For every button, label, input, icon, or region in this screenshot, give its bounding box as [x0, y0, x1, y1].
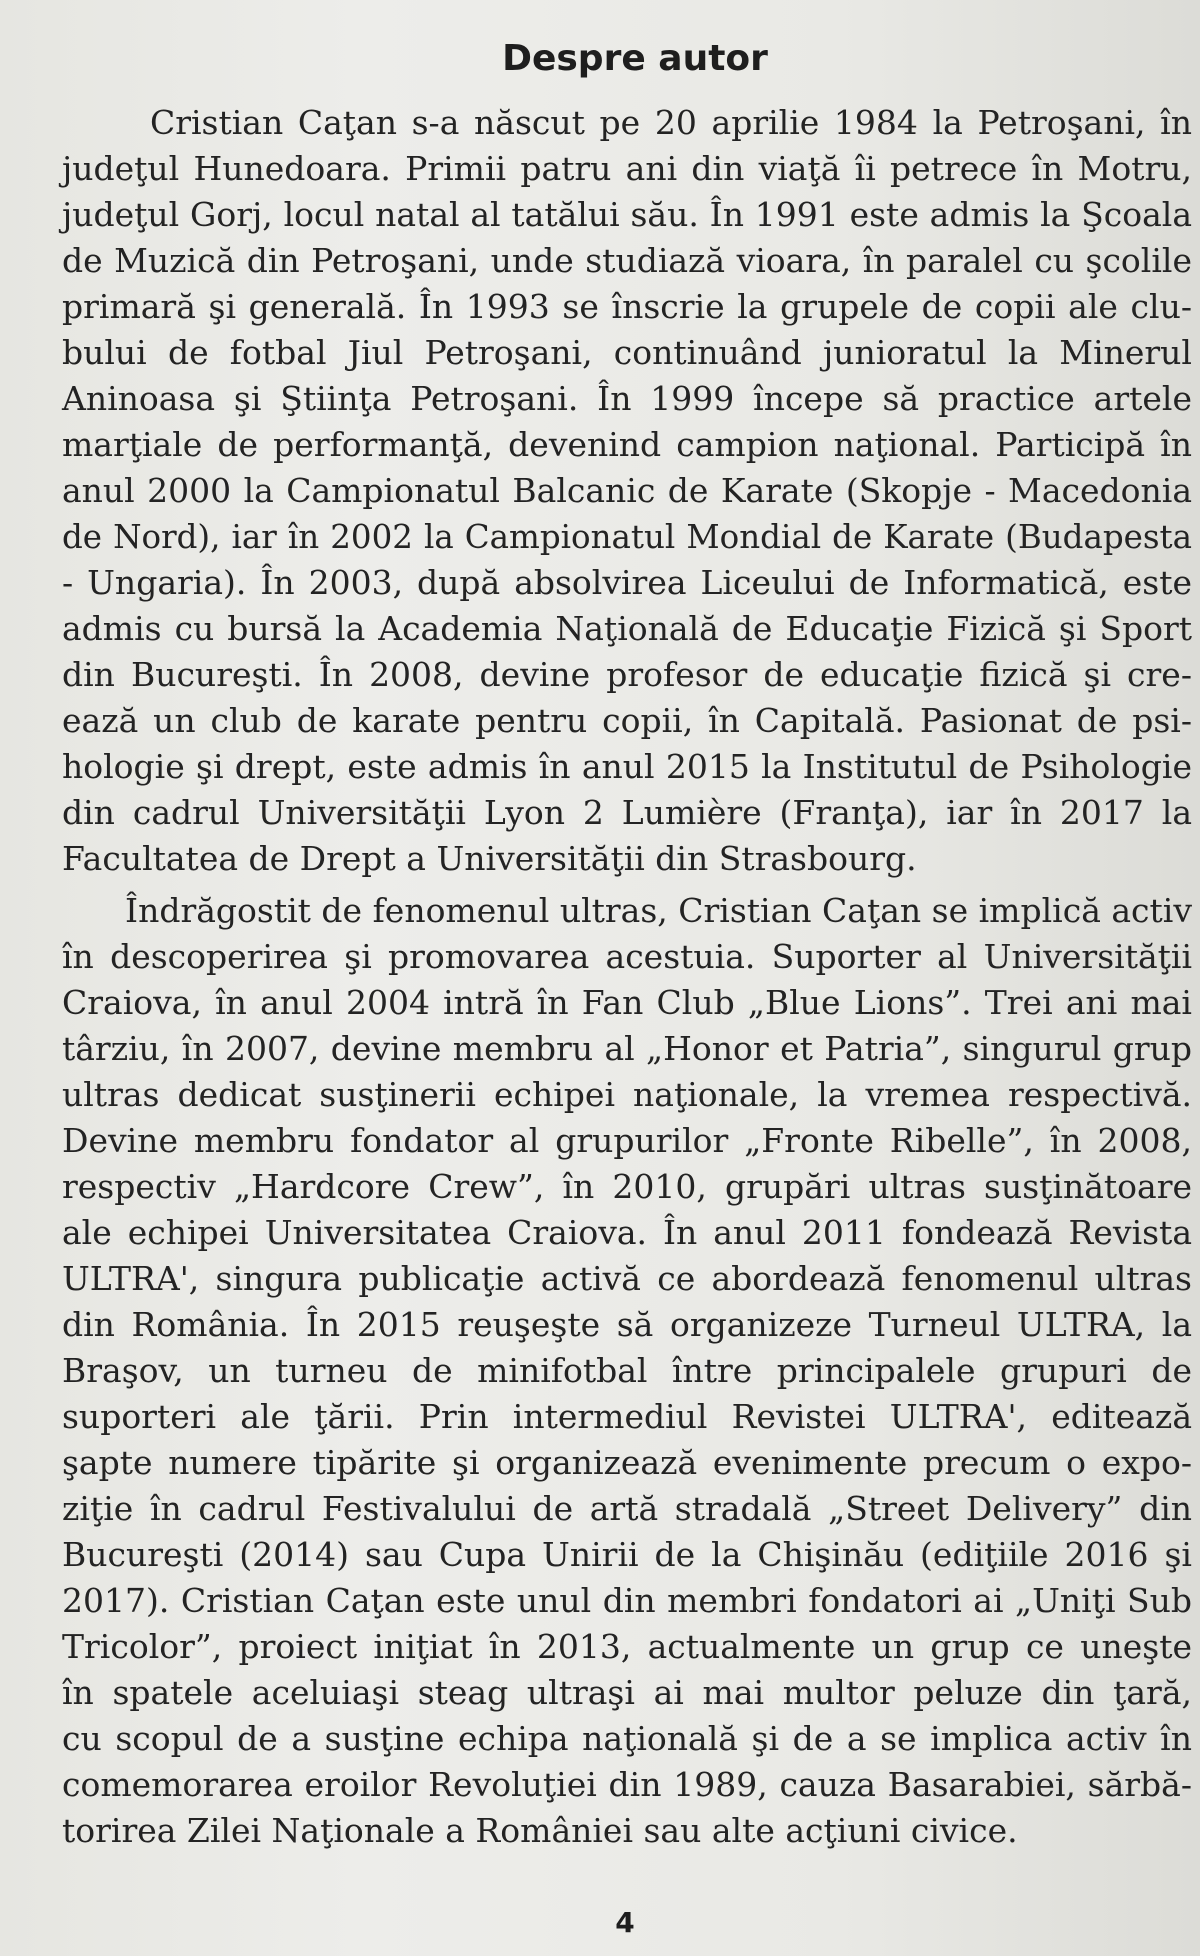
text-line: Craiova, în anul 2004 intră în Fan Club „Blue Lions”. Trei ani mai: [62, 983, 1192, 1022]
text-line: judeţul Hunedoara. Primii patru ani din viaţă îi petrece în Motru,: [62, 149, 1192, 188]
body-text: [62, 100, 1192, 1854]
text-line: ULTRA', singura publicaţie activă ce abordează fenomenul ultras: [62, 1259, 1192, 1298]
text-line: târziu, în 2007, devine membru al „Honor et Patria”, singurul grup: [62, 1029, 1192, 1068]
text-line: Îndrăgostit de fenomenul ultras, Cristian Caţan se implică activ: [62, 891, 1192, 930]
text-line: în spatele aceluiaşi steag ultraşi ai mai multor peluze din ţară,: [62, 1673, 1192, 1712]
text-line: Devine membru fondator al grupurilor „Fronte Ribelle”, în 2008,: [62, 1121, 1192, 1160]
text-line: ale echipei Universitatea Craiova. În anul 2011 fondează Revista: [62, 1213, 1192, 1252]
text-line: torirea Zilei Naţionale a României sau alte acţiuni civice.: [62, 1811, 1018, 1850]
text-line: ultras dedicat susţinerii echipei naţionale, la vremea respectivă.: [62, 1075, 1192, 1114]
text-line: Bucureşti (2014) sau Cupa Unirii de la Chişinău (ediţiile 2016 şi: [62, 1535, 1192, 1574]
text-line: hologie şi drept, este admis în anul 2015 la Institutul de Psihologie: [62, 747, 1192, 786]
text-line: 2017). Cristian Caţan este unul din membri fondatori ai „Uniţi Sub: [62, 1581, 1192, 1620]
text-line: şapte numere tipărite şi organizează evenimente precum o expo-: [62, 1443, 1192, 1482]
text-line: ează un club de karate pentru copii, în Capitală. Pasionat de psi-: [62, 701, 1192, 740]
text-line: din Bucureşti. În 2008, devine profesor de educaţie fizică şi cre-: [62, 655, 1192, 694]
text-line: admis cu bursă la Academia Naţională de Educaţie Fizică şi Sport: [62, 609, 1192, 648]
text-line: din cadrul Universităţii Lyon 2 Lumière (Franţa), iar în 2017 la: [62, 793, 1192, 832]
text-line: suporteri ale ţării. Prin intermediul Revistei ULTRA', editează: [62, 1397, 1192, 1436]
text-line: comemorarea eroilor Revoluţiei din 1989, cauza Basarabiei, sărbă-: [62, 1765, 1192, 1804]
text-line: ziţie în cadrul Festivalului de artă stradală „Street Delivery” din: [62, 1489, 1192, 1528]
page-number: 4: [615, 1906, 635, 1939]
text-line: anul 2000 la Campionatul Balcanic de Karate (Skopje - Macedonia: [62, 471, 1192, 510]
text-line: Aninoasa şi Ştiinţa Petroşani. În 1999 începe să practice artele: [62, 379, 1192, 418]
text-line: bului de fotbal Jiul Petroşani, continuând junioratul la Minerul: [62, 333, 1192, 372]
paragraph-1: [62, 100, 1192, 882]
text-line: primară şi generală. În 1993 se înscrie la grupele de copii ale clu-: [62, 287, 1192, 326]
text-line: - Ungaria). În 2003, după absolvirea Liceului de Informatică, este: [62, 563, 1192, 602]
text-line: cu scopul de a susţine echipa naţională şi de a se implica activ în: [62, 1719, 1192, 1758]
text-line: respectiv „Hardcore Crew”, în 2010, grupări ultras susţinătoare: [62, 1167, 1192, 1206]
page-heading: Despre autor: [502, 38, 768, 79]
text-line: marţiale de performanţă, devenind campion naţional. Participă în: [62, 425, 1192, 464]
paragraph-2: [62, 888, 1192, 1854]
text-line: Cristian Caţan s-a născut pe 20 aprilie 1984 la Petroşani, în: [62, 103, 1192, 142]
text-line: din România. În 2015 reuşeşte să organizeze Turneul ULTRA, la: [62, 1305, 1192, 1344]
text-line: Facultatea de Drept a Universităţii din Strasbourg.: [62, 839, 917, 878]
text-line: judeţul Gorj, locul natal al tatălui său. În 1991 este admis la Şcoala: [62, 195, 1192, 234]
text-line: de Nord), iar în 2002 la Campionatul Mondial de Karate (Budapesta: [62, 518, 1192, 556]
text-line: de Muzică din Petroşani, unde studiază vioara, în paralel cu şcolile: [62, 241, 1192, 280]
text-line: Braşov, un turneu de minifotbal între principalele grupuri de: [62, 1351, 1192, 1390]
text-line: Tricolor”, proiect iniţiat în 2013, actualmente un grup ce uneşte: [62, 1627, 1192, 1666]
text-line: în descoperirea şi promovarea acestuia. Suporter al Universităţii: [62, 937, 1192, 976]
